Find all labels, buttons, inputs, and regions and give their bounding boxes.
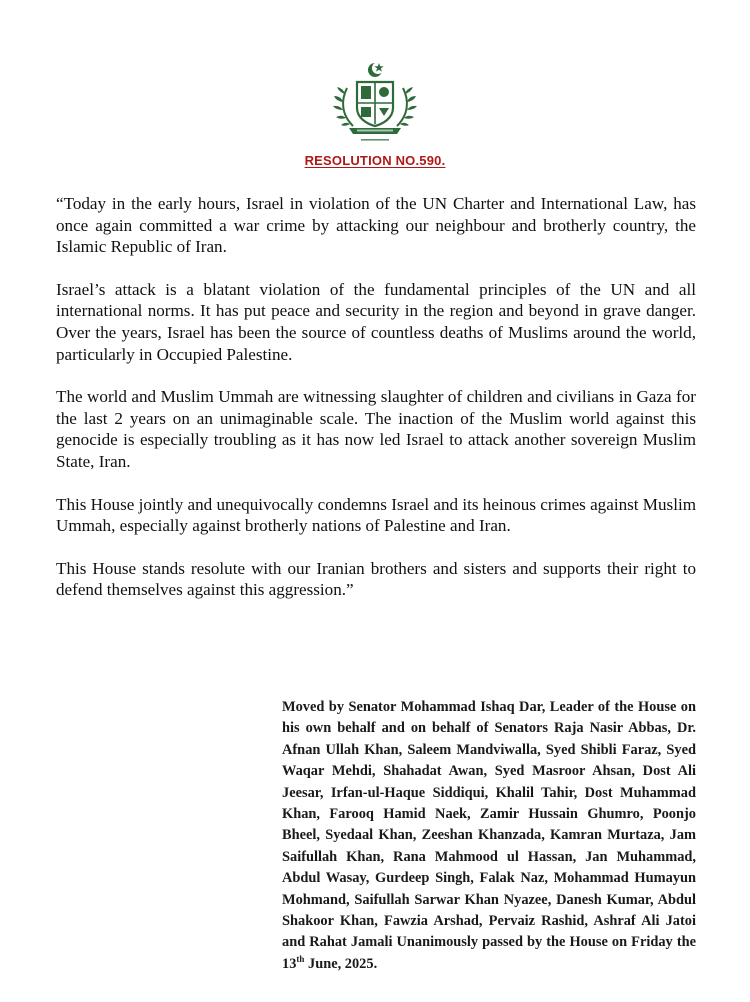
date-ordinal-suffix: th bbox=[296, 954, 305, 965]
resolution-paragraph-5: This House stands resolute with our Iranian brothers and sisters and supports their right to defend themselves against this aggression.” bbox=[56, 558, 696, 600]
resolution-title bbox=[0, 153, 750, 168]
moved-by-text: Moved by Senator Mohammad Ishaq Dar, Leader of the House on his own behalf and on behalf of Senators Raja Nasir Abbas, Dr. Afnan Ullah Khan, Saleem Mandviwalla, Syed Shibli Faraz, Syed Waqar Mehdi, Shahadat Awan, Syed Masroor Ahsan, Dost Ali Jeesar, Irfan-ul-Haque Siddiqui, Khalil Tahir, Dost Muhammad Khan, Farooq Hamid Naek, Zamir Hussain Ghumro, Poonjo Bheel, Syedaal Khan, Zeeshan Khanzada, Kamran Murtaza, Jam Saifullah Khan, Rana Mahmood ul Hassan, Jan Muhammad, Abdul Wasay, Gurdeep Singh, Falak Naz, Mohammad Humayun Mohmand, Saifullah Sarwar Khan Nyazee, Danesh Kumar, Abdul Shakoor Khan, Fawzia Arshad, Pervaiz Rashid, Ashraf Ali Jatoi and Rahat Jamali Unanimously passed by the House on Friday the 13 bbox=[282, 699, 696, 972]
resolution-paragraph-4: This House jointly and unequivocally condemns Israel and its heinous crimes against Muslim Ummah, especially against brotherly nations of Palestine and Iran. bbox=[56, 494, 696, 536]
resolution-paragraph-1: “Today in the early hours, Israel in violation of the UN Charter and International Law, has once again committed a war crime by attacking our neighbour and brotherly country, the Islamic Republic of Iran. bbox=[56, 194, 696, 257]
resolution-paragraph-3: The world and Muslim Ummah are witnessing slaughter of children and civilians in Gaza for the last 2 years on an unimaginable scale. The inaction of the Muslim world against this genocide is especially troubling as it has now led Israel to attack another sovereign Muslim State, Iran. bbox=[56, 387, 696, 471]
moved-by-block bbox=[282, 697, 696, 975]
passed-date-text: June, 2025. bbox=[304, 955, 378, 972]
resolution-title-text: RESOLUTION NO.590. bbox=[304, 153, 446, 168]
resolution-body bbox=[56, 193, 696, 601]
resolution-paragraph-2: Israel’s attack is a blatant violation of the fundamental principles of the UN and all international norms. It has put peace and security in the region and beyond in grave danger. Over the years, Israel has been the source of countless deaths of Muslims around the world, particularly in Occupied Palestine. bbox=[56, 279, 696, 364]
senate-emblem-icon bbox=[327, 58, 423, 144]
